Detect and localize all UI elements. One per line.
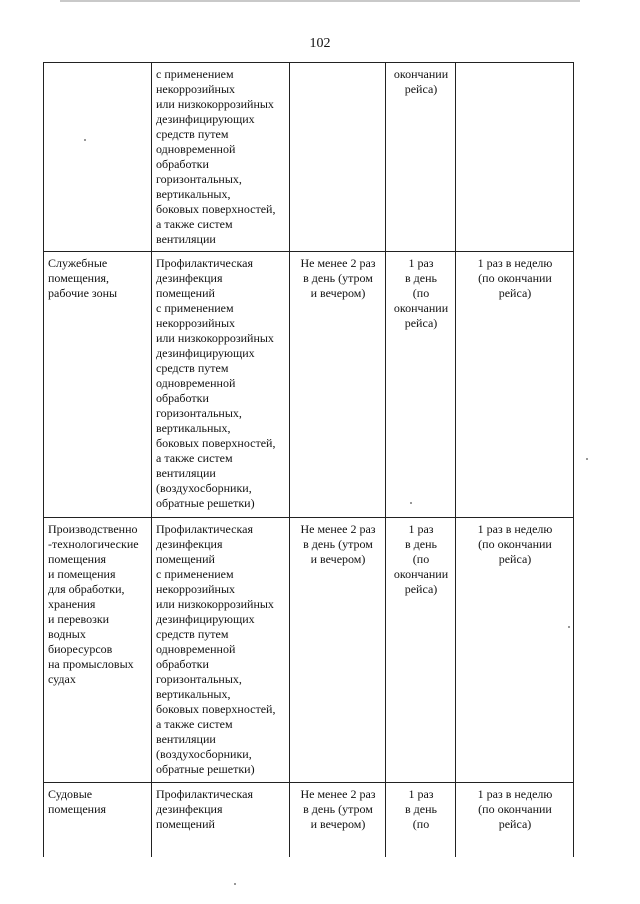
frequency-weekly-cell xyxy=(456,63,574,252)
frequency-daily-cell: Не менее 2 раз в день (утром и вечером) xyxy=(290,783,386,857)
frequency-weekly-cell: 1 раз в неделю (по окончании рейса) xyxy=(456,518,574,783)
page-number: 102 xyxy=(309,36,331,51)
scan-speck xyxy=(410,502,412,504)
table-row xyxy=(44,252,574,518)
table-row xyxy=(44,63,574,252)
disinfection-table xyxy=(43,62,574,857)
table-row xyxy=(44,518,574,783)
method-cell: Профилактическая дезинфекция помещений с применением некоррозийных или низкокоррозийных дезинфицирующих средств путем одновременной обработки горизонтальных, вертикальных, боковых поверхностей, а также систем вентиляции (воздухосборники, обратные решетки) xyxy=(152,252,290,518)
scan-speck xyxy=(568,626,570,628)
scan-speck xyxy=(586,458,588,460)
frequency-daily-cell: Не менее 2 раз в день (утром и вечером) xyxy=(290,518,386,783)
frequency-daily-cell xyxy=(290,63,386,252)
frequency-per-trip-cell: 1 раз в день (по окончании рейса) xyxy=(386,252,456,518)
object-cell xyxy=(44,63,152,252)
frequency-weekly-cell: 1 раз в неделю (по окончании рейса) xyxy=(456,783,574,857)
method-cell: с применением некоррозийных или низкокоррозийных дезинфицирующих средств путем одновременной обработки горизонтальных, вертикальных, боковых поверхностей, а также систем вентиляции xyxy=(152,63,290,252)
scan-speck xyxy=(234,883,236,885)
method-cell: Профилактическая дезинфекция помещений с применением некоррозийных или низкокоррозийных дезинфицирующих средств путем одновременной обработки горизонтальных, вертикальных, боковых поверхностей, а также систем вентиляции (воздухосборники, обратные решетки) xyxy=(152,518,290,783)
frequency-daily-cell: Не менее 2 раз в день (утром и вечером) xyxy=(290,252,386,518)
frequency-per-trip-cell: 1 раз в день (по xyxy=(386,783,456,857)
object-cell: Производственно -технологические помещения и помещения для обработки, хранения и перевозки водных биоресурсов на промысловых судах xyxy=(44,518,152,783)
scan-edge-line xyxy=(60,0,580,2)
frequency-weekly-cell: 1 раз в неделю (по окончании рейса) xyxy=(456,252,574,518)
scan-speck xyxy=(84,139,86,141)
object-cell: Судовые помещения xyxy=(44,783,152,857)
method-cell: Профилактическая дезинфекция помещений xyxy=(152,783,290,857)
object-cell: Служебные помещения, рабочие зоны xyxy=(44,252,152,518)
frequency-per-trip-cell: 1 раз в день (по окончании рейса) xyxy=(386,518,456,783)
frequency-per-trip-cell: окончании рейса) xyxy=(386,63,456,252)
table-row xyxy=(44,783,574,857)
